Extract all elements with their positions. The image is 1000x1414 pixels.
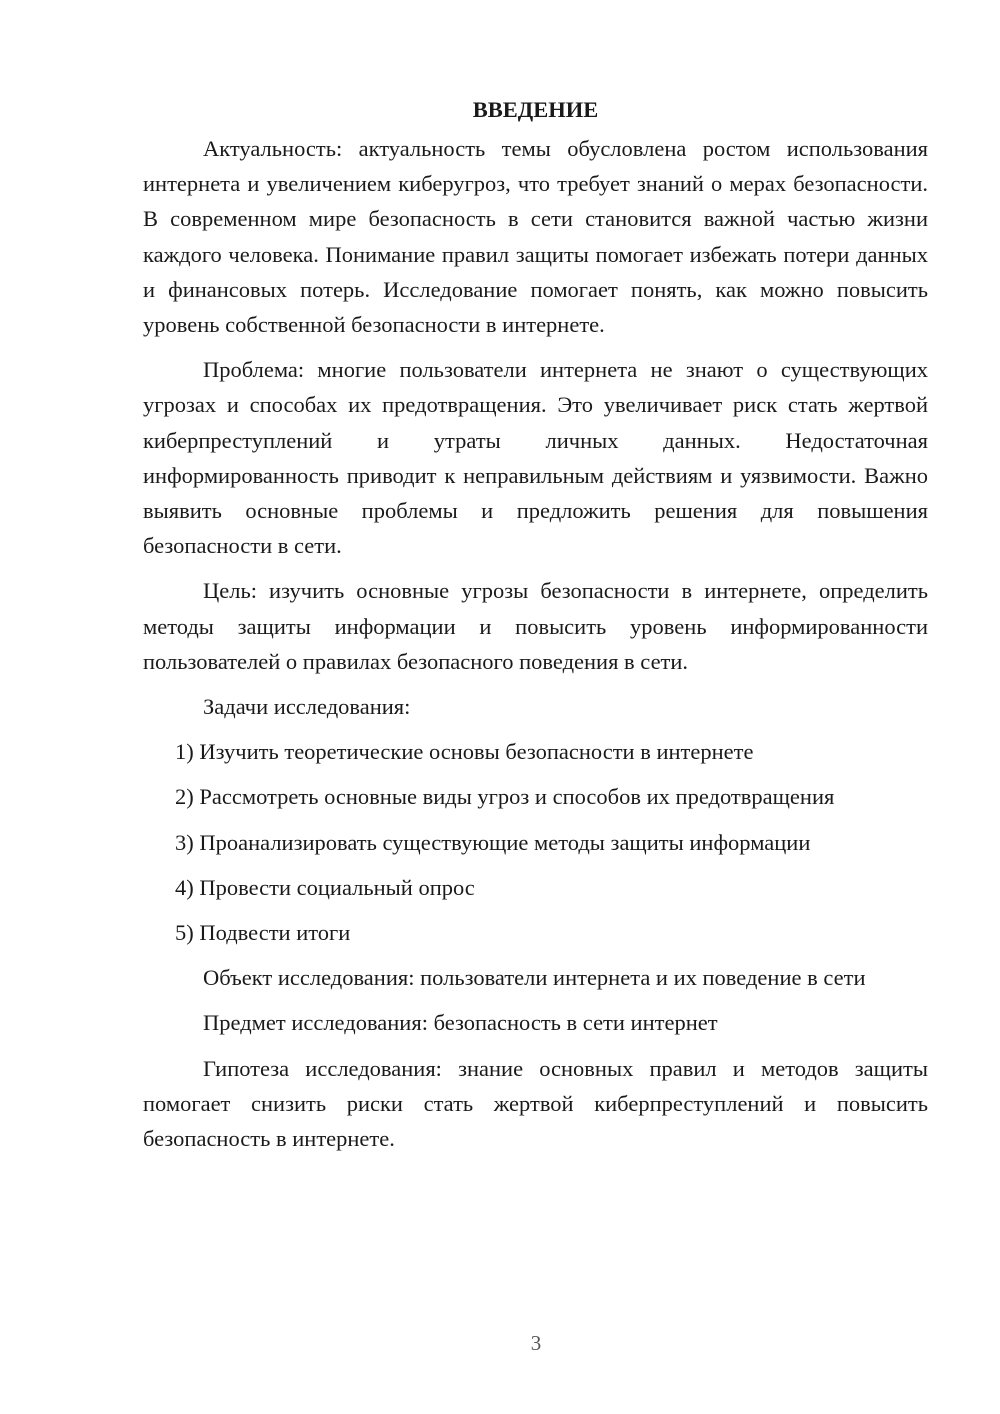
- task-item: 3) Проанализировать существующие методы защиты информации: [175, 829, 811, 855]
- relevance-paragraph: Актуальность: актуальность темы обусловлена ростом использования интернета и увеличением киберугроз, что требует знаний о мерах безопасности. В современном мире безопасность в сети становится важной частью жизни каждого человека. Понимание правил защиты помогает избежать потери данных и финансовых потерь. Исследование помогает понять, как можно повысить уровень собственной безопасности в интернете.: [143, 136, 928, 338]
- task-item: 2) Рассмотреть основные виды угроз и способов их предотвращения: [175, 784, 835, 810]
- tasks-title: Задачи исследования:: [203, 694, 411, 720]
- object-paragraph: Объект исследования: пользователи интернета и их поведение в сети: [203, 965, 866, 991]
- task-item: 4) Провести социальный опрос: [175, 874, 475, 900]
- subject-paragraph: Предмет исследования: безопасность в сети интернет: [203, 1010, 718, 1036]
- goal-paragraph: Цель: изучить основные угрозы безопасности в интернете, определить методы защиты информации и повысить уровень информированности пользователей о правилах безопасного поведения в сети.: [143, 578, 928, 674]
- section-heading: ВВЕДЕНИЕ: [472, 97, 599, 122]
- page-number: 3: [530, 1331, 542, 1355]
- tasks-list: [143, 734, 928, 950]
- task-item: 1) Изучить теоретические основы безопасности в интернете: [175, 739, 754, 765]
- hypothesis-paragraph: Гипотеза исследования: знание основных правил и методов защиты помогает снизить риски стать жертвой киберпреступлений и повысить безопасность в интернете.: [143, 1055, 928, 1152]
- document-page: [143, 92, 928, 1166]
- task-item: 5) Подвести итоги: [175, 920, 351, 946]
- problem-paragraph: Проблема: многие пользователи интернета не знают о существующих угрозах и способах их предотвращения. Это увеличивает риск стать жертвой киберпреступлений и утраты личных данных. Недостаточная информированность приводит к неправильным действиям и уязвимости. Важно выявить основные проблемы и предложить решения для повышения безопасности в сети.: [143, 357, 928, 559]
